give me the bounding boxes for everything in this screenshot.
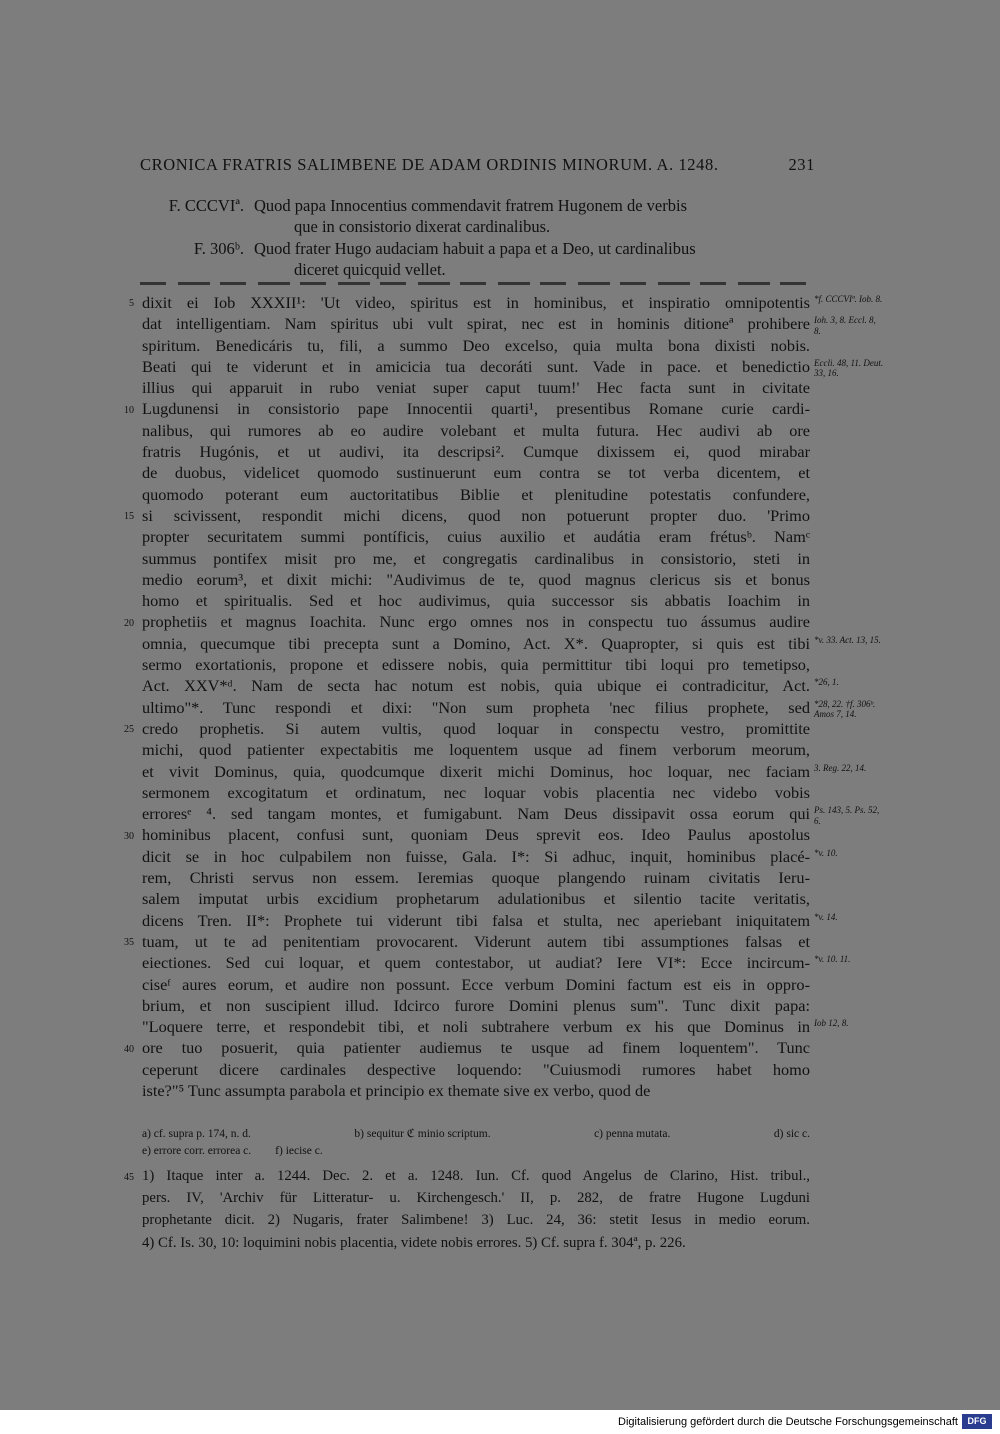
main-text [142,292,810,1101]
text-line: ore tuo posuerit, quia patienter audiemus te usque ad finem loquentem". Tunc [142,1038,810,1058]
text-line: michi, quod patienter expectabitis me loquentem usque ad finem verborum meorum, [142,740,810,760]
rubric-label: F. CCCVIª. [168,196,244,215]
page-number: 231 [788,155,815,174]
rubric-text: Quod papa Innocentius commendavit fratrem Hugonem de verbis [254,196,687,215]
footnotes [142,1165,810,1254]
text-line: erroresᵉ ⁴. sed tangam montes, et fumigabunt. Nam Deus dissipavit ossa eorum qui [142,804,810,824]
rubric-text: diceret quicquid vellet. [294,260,446,279]
text-line: tuam, ut te ad penitentiam provocarent. Viderunt autem tibi assumptiones falsas et [142,931,810,951]
text-line: Lugdunensi in consistorio pape Innocentii quarti¹, presentibus Romane curie cardi- [142,399,810,419]
text-line: hominibus placent, confusi sunt, quoniam Deus sprevit eos. Ideo Paulus apostolus [142,825,810,845]
apparatus-note: f) iecise c. [275,1145,323,1157]
line-number: 45 [124,1172,134,1183]
text-line: summus pontifex misit pro me, et congregatis cardinalibus in consistorio, steti in [142,548,810,568]
text-line: omnia, quecumque tibi precepta sunt a Domino, Act. X*. Quapropter, si quis est tibi [142,633,810,653]
digitization-credit-bar [0,1410,1000,1434]
line-number: 30 [124,830,134,842]
text-line: dixit ei Iob XXXII¹: 'Ut video, spiritus est in hominibus, et inspiratio omnipotentis [142,293,810,312]
text-line: propter securitatem summi pontíficis, cuius auxilio et audátia eram frétusᵇ. Namᶜ [142,527,810,547]
text-line: et vivit Dominus, quia, quodcumque dixerit michi Dominus, hoc loquar, nec faciam [142,761,810,781]
marginal-reference: Eccli. 48, 11. Deut. 33, 16. [814,357,884,379]
line-number: 40 [124,1043,134,1055]
line-number: 20 [124,617,134,629]
marginal-reference: Ps. 143, 5. Ps. 52, 6. [814,805,880,826]
text-line: dicens Tren. II*: Prophete tui viderunt tibi falsa et stulta, nec aperiebant iniquitatem [142,910,810,930]
text-line: ultimo"*. Tunc respondi et dixi: "Non sum propheta 'nec filius prophete, sed [142,697,810,717]
rubric-2 [140,238,812,280]
text-line: fratris Hugónis, et ut audivi, ita descripsi². Cumque dixissem ei, quod mirabar [142,442,810,462]
marginal-reference: *v. 10. 11. [814,954,851,965]
footnote-line: 1) Itaque inter a. 1244. Dec. 2. et a. 1248. Iun. Cf. quod Angelus de Clarino, Hist. tribul., [142,1168,810,1184]
critical-apparatus [142,1126,810,1160]
footnote-line: pers. IV, 'Archiv für Litteratur- u. Kirchengesch.' II, p. 282, de fratre Hugone Lugduni [142,1190,810,1207]
line-number: 5 [129,298,134,309]
text-line: dat intelligentiam. Nam spiritus ubi vult spirat, nec est in hominis ditioneª prohibere [142,314,810,334]
text-line: sermonem excogitatum et ordinatum, nec loquar vobis placentia nec videbo vobis [142,782,810,802]
line-number: 15 [124,511,134,522]
line-number: 35 [124,937,134,948]
dfg-logo: DFG [962,1414,992,1429]
marginal-reference: Ioh. 3, 8. Eccl. 8, 8. [814,315,876,336]
line-number: 10 [124,404,134,416]
marginal-reference: *26, 1. [814,677,839,688]
marginal-reference: *v. 10. [814,847,838,858]
marginal-reference: *f. CCCVIª. Iob. 8. [814,294,883,304]
text-line: si scivissent, respondit michi dicens, quod non potuerunt propter duo. 'Primo [142,505,810,525]
text-line: "Loquere terre, et respondebit tibi, et noli subtrahere verbum ex his que Dominus in [142,1017,810,1037]
text-line: nalibus, qui rumores ab eo audire volebant et multa futura. Hec audivi ab ore [142,420,810,440]
text-line: ciseᶠ aures eorum, et audire non possunt. Ecce verbum Domini factum est eis in oppro- [142,974,810,994]
text-line: medio eorum³, et dixit michi: "Audivimus de te, quod magnus clericus sis et bonus [142,569,810,589]
apparatus-note: e) errore corr. errorea c. [142,1145,252,1157]
line-number: 25 [124,724,134,735]
text-line: spiritum. Benedicáris tu, fili, a summo Deo excelso, quia multa bona dixisti nobis. [142,335,810,355]
text-line: salem imputat urbis excidium prophetarum adulationibus et silentio tacite veritatis, [142,889,810,909]
text-line: de duobus, videlicet quomodo sustinuerunt eum contra se tot verba dicentem, et [142,463,810,483]
text-line: ceperunt dicere cardinales despective loquendo: "Cuiusmodi rumores habet homo [142,1059,810,1079]
text-line: quomodo poterant eum auctoritatibus Biblie et plenitudine potestatis confundere, [142,484,810,504]
marginal-reference: *v. 33. Act. 13, 15. [814,634,881,645]
text-line: eiectiones. Sed cui loquar, et quem contestabor, ut audiat? Iere VI*: Ecce incircum- [142,953,810,973]
text-line: rem, Christi servus non essem. Ieremias quoque plangendo ruinam civitatis Ieru- [142,868,810,888]
text-line: Beati qui te viderunt et in amicicia tua decoráti sunt. Vade in pace. et benedictio [142,356,810,376]
rubric-text: que in consistorio dixerat cardinalibus. [294,217,551,236]
text-line: iste?"⁵ Tunc assumpta parabola et principio ex themate sive ex verbo, quod de [142,1080,651,1100]
text-line: credo prophetis. Si autem vultis, quod loquar in conspectu vestro, promittite [142,718,810,738]
text-line: sermo exortationis, propone et edissere nobis, quia permittitur tibi loqui pro temetipso, [142,655,810,675]
apparatus-note: c) penna mutata. [594,1128,671,1140]
apparatus-note: a) cf. supra p. 174, n. d. [142,1128,251,1140]
rubric-text: Quod frater Hugo audaciam habuit a papa et a Deo, ut cardinalibus [254,239,696,258]
rubric-label: F. 306ᵇ. [193,239,244,258]
text-line: homo et spiritualis. Sed et hoc audivimus, quia successor sis abbatis Ioachim in [142,591,810,611]
apparatus-note: d) sic c. [773,1128,810,1140]
credit-text: Digitalisierung gefördert durch die Deutsche Forschungsgemeinschaft [618,1416,958,1428]
running-header [140,155,815,175]
apparatus-note: b) sequitur ℭ minio scriptum. [354,1128,491,1140]
text-line: brium, et non suscipient illud. Idcirco furore Domini plenus sum". Tunc dixit papa: [142,995,810,1015]
marginal-reference: Iob 12, 8. [814,1018,849,1029]
footnote-line: 4) Cf. Is. 30, 10: loquimini nobis placentia, videte nobis errores. 5) Cf. supra f. 304ª, p. 226. [142,1234,686,1251]
footnote-line: prophetante dicit. 2) Nugaris, frater Salimbene! 3) Luc. 24, 36: stetit Iesus in medio eorum. [142,1212,810,1229]
running-title: CRONICA FRATRIS SALIMBENE DE ADAM ORDINIS MINORUM. A. 1248. [140,155,719,174]
text-line: illius qui apparuit in rubo veniat super caput tuum!' Hec facta sunt in civitate [142,378,810,398]
marginal-reference: *v. 14. [814,911,838,922]
text-line: prophetiis et magnus Ioachita. Nunc ergo omnes nos in conspectu tuo ássumus audire [142,612,810,632]
marginal-reference: *28, 22. †f. 306ᵇ. Amos 7, 14. [814,698,876,720]
text-line: Act. XXV*ᵈ. Nam de secta hac notum est nobis, quia ubique ei contradicitur, Act. [142,676,810,696]
rubric-1 [140,195,812,237]
text-line: dicit se in hoc culpabilem non fuisse, Gala. I*: Si adhuc, inquit, hominibus placé- [142,846,810,866]
separator-rule [140,282,812,285]
marginal-reference: 3. Reg. 22, 14. [814,762,867,773]
